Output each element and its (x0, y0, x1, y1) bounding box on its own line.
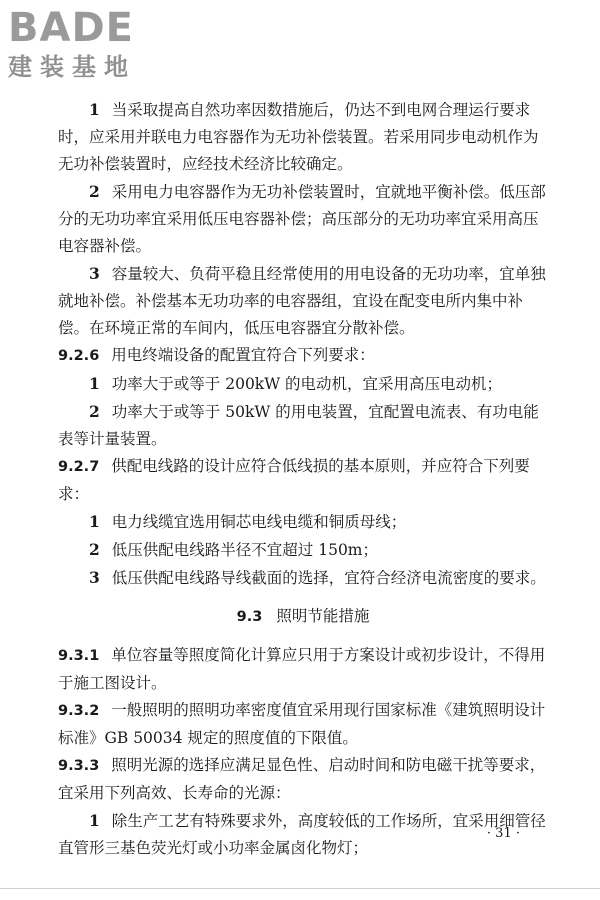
section-clause: 9.3.2 一般照明的照明功率密度值宜采用现行国家标准《建筑照明设计标准》GB 50034 规定的照度值的下限值。 (58, 701, 546, 747)
clause-item: 2 低压供配电线路半径不宜超过 150m； (89, 540, 379, 559)
logo-subtitle: 建装基地 (8, 53, 136, 81)
section-clause: 9.2.6 用电终端设备的配置宜符合下列要求： (58, 346, 375, 364)
section-clause: 9.2.7 供配电线路的设计应符合低线损的基本原则，并应符合下列要求： (58, 457, 530, 503)
clause-item: 2 采用电力电容器作为无功补偿装置时，宜就地平衡补偿。低压部分的无功功率宜采用低压电容器补偿；高压部分的无功功率宜采用高压电容器补偿。 (58, 182, 546, 255)
page-number: · 31 · (486, 826, 520, 841)
clause-item: 3 低压供配电线路导线截面的选择，宜符合经济电流密度的要求。 (89, 568, 546, 587)
logo (8, 6, 178, 82)
clause-item: 3 容量较大、负荷平稳且经常使用的用电设备的无功功率，宜单独就地补偿。补偿基本无功功率的电容器组，宜设在配变电所内集中补偿。在环境正常的车间内，低压电容器宜分散补偿。 (58, 264, 546, 337)
section-clause: 9.3.1 单位容量等照度简化计算应只用于方案设计或初步设计，不得用于施工图设计。 (58, 646, 546, 692)
document-body (58, 96, 548, 862)
clause-item: 1 除生产工艺有特殊要求外，高度较低的工作场所，宜采用细管径直管形三基色荧光灯或小功率金属卤化物灯； (58, 811, 546, 857)
section-clause: 9.3.3 照明光源的选择应满足显色性、启动时间和防电磁干扰等要求，宜采用下列高效、长寿命的光源： (58, 756, 546, 802)
logo-wordmark: BADE (8, 5, 134, 51)
section-heading: 9.3 照明节能措施 (236, 607, 370, 625)
clause-item: 2 功率大于或等于 50kW 的用电装置，宜配置电流表、有功电能表等计量装置。 (58, 402, 539, 448)
clause-item: 1 当采取提高自然功率因数措施后，仍达不到电网合理运行要求时，应采用并联电力电容器作为无功补偿装置。若采用同步电动机作为无功补偿装置时，应经技术经济比较确定。 (58, 100, 539, 173)
clause-item: 1 电力线缆宜选用铜芯电线电缆和铜质母线； (89, 512, 407, 531)
clause-item: 1 功率大于或等于 200kW 的电动机，宜采用高压电动机； (89, 374, 503, 393)
bottom-divider (0, 888, 600, 889)
